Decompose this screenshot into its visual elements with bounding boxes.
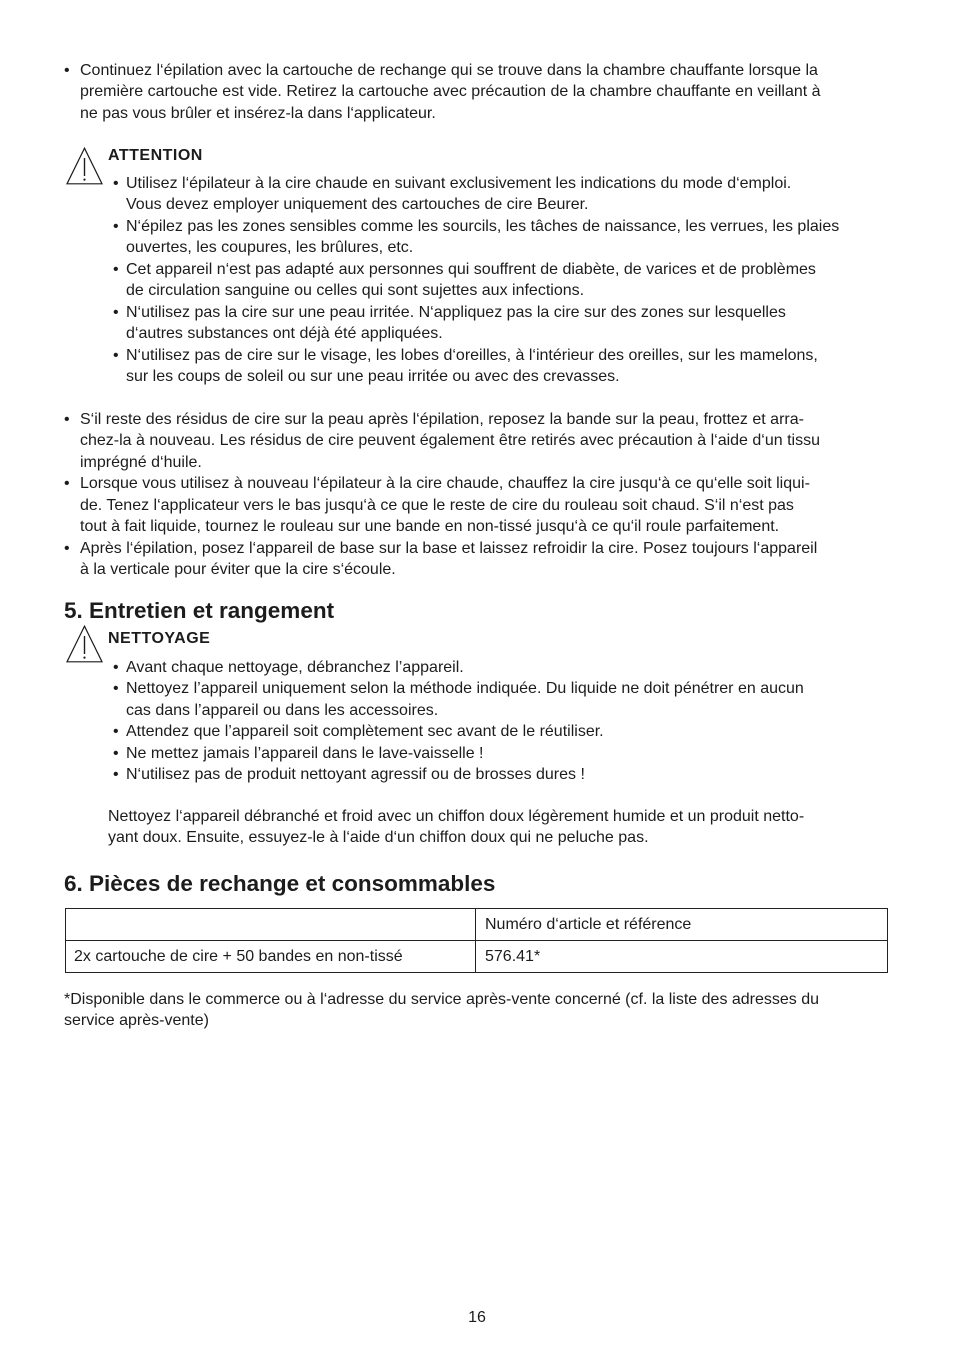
bullet-marker: • — [113, 680, 119, 698]
list-item — [113, 743, 804, 764]
bullet-marker: • — [113, 766, 119, 784]
bullet-marker: • — [113, 217, 119, 235]
bullet-marker: • — [64, 475, 70, 493]
text-line: *Disponible dans le commerce ou à l‘adresse du service après-vente concerné (cf. la liste des adresses du — [64, 991, 820, 1008]
list-item — [113, 259, 839, 302]
warning-triangle-icon — [66, 147, 103, 185]
bullet-marker: • — [113, 303, 119, 321]
text-line: Utilisez l‘épilateur à la cire chaude en suivant exclusivement les indications du mode d‘emploi. — [126, 175, 792, 192]
text-line: Lorsque vous utilisez à nouveau l‘épilateur à la cire chaude, chauffez la cire jusqu‘à ce qu‘elle soit liqui- — [80, 475, 810, 493]
text-line: N‘utilisez pas de cire sur le visage, les lobes d‘oreilles, à l‘intérieur des oreilles, sur les mamelons, — [126, 346, 818, 364]
list-item — [113, 345, 839, 388]
list-item — [113, 721, 804, 742]
text-line: yant doux. Ensuite, essuyez-le à l‘aide d‘un chiffon doux qui ne peluche pas. — [108, 829, 649, 847]
section-6-heading: 6. Pièces de rechange et consommables — [64, 871, 496, 896]
nettoyage-list — [113, 657, 804, 786]
list-item — [64, 473, 820, 537]
table-cell: 576.41* — [476, 940, 887, 972]
bullet-marker: • — [113, 744, 119, 762]
text-line: N‘utilisez pas de produit nettoyant agressif ou de brosses dures ! — [126, 766, 585, 784]
list-item — [113, 657, 804, 678]
list-item — [113, 173, 839, 216]
page-number: 16 — [468, 1309, 486, 1326]
table-cell: 2x cartouche de cire + 50 bandes en non-tissé — [66, 940, 476, 972]
warning-triangle-icon — [66, 625, 103, 663]
bullet-marker: • — [64, 411, 70, 428]
usage-list — [64, 409, 820, 581]
text-line: Vous devez employer uniquement des cartouches de cire Beurer. — [126, 196, 589, 214]
intro-list — [64, 60, 821, 124]
text-line: Continuez l‘épilation avec la cartouche de rechange qui se trouve dans la chambre chauffante lorsque la — [80, 62, 818, 79]
text-line: de circulation sanguine ou celles qui sont sujettes aux infections. — [126, 282, 585, 300]
text-line: Après l‘épilation, posez l‘appareil de base sur la base et laissez refroidir la cire. Posez toujours l‘appareil — [80, 539, 818, 557]
footnote — [64, 989, 819, 1032]
list-item — [113, 764, 804, 785]
text-line: de. Tenez l‘applicateur vers le bas jusqu‘à ce que le reste de cire du rouleau soit chaud. S‘il n‘est pas — [80, 496, 794, 514]
bullet-marker: • — [113, 723, 119, 741]
text-line: tout à fait liquide, tournez le rouleau sur une bande en non-tissé jusqu‘à ce qu‘il roule parfaitement. — [80, 518, 780, 536]
text-line: N‘épilez pas les zones sensibles comme les sourcils, les tâches de naissance, les verrues, les plaies — [126, 217, 840, 235]
text-line: imprégné d‘huile. — [80, 453, 202, 471]
bullet-marker: • — [113, 175, 119, 192]
list-item — [64, 60, 821, 124]
attention-label: ATTENTION — [108, 147, 203, 164]
table-header-cell — [66, 909, 476, 940]
bullet-marker: • — [113, 346, 119, 364]
attention-list — [113, 173, 839, 387]
list-item — [64, 409, 820, 473]
text-line: cas dans l’appareil ou dans les accessoires. — [126, 701, 439, 719]
list-item — [64, 538, 820, 581]
text-line: S‘il reste des résidus de cire sur la peau après l‘épilation, reposez la bande sur la peau, frottez et arra- — [80, 411, 804, 428]
nettoyage-label: NETTOYAGE — [108, 630, 211, 647]
text-line: Attendez que l’appareil soit complètement sec avant de le réutiliser. — [126, 723, 604, 741]
text-line: Ne mettez jamais l’appareil dans le lave-vaisselle ! — [126, 744, 484, 762]
text-line: N‘utilisez pas la cire sur une peau irritée. N‘appliquez pas la cire sur des zones sur lesquelles — [126, 303, 786, 321]
section-5-heading: 5. Entretien et rangement — [64, 598, 335, 623]
bullet-marker: • — [113, 260, 119, 278]
text-line: ouvertes, les coupures, les brûlures, etc. — [126, 239, 414, 257]
bullet-marker: • — [113, 659, 119, 676]
list-item — [113, 302, 839, 345]
text-line: sur les coups de soleil ou sur une peau irritée ou avec des crevasses. — [126, 367, 620, 385]
text-line: à la verticale pour éviter que la cire s‘écoule. — [80, 561, 396, 579]
list-item — [113, 678, 804, 721]
text-line: ne pas vous brûler et insérez-la dans l‘applicateur. — [80, 104, 436, 122]
cleaning-paragraph — [108, 806, 804, 849]
bullet-marker: • — [64, 539, 70, 557]
parts-table — [65, 908, 888, 973]
text-line: service après-vente) — [64, 1012, 209, 1030]
bullet-marker: • — [64, 62, 70, 79]
text-line: Avant chaque nettoyage, débranchez l’appareil. — [126, 659, 464, 676]
text-line: Nettoyez l’appareil uniquement selon la méthode indiquée. Du liquide ne doit pénétrer en aucun — [126, 680, 804, 698]
text-line: Cet appareil n‘est pas adapté aux personnes qui souffrent de diabète, de varices et de problèmes — [126, 260, 816, 278]
list-item — [113, 216, 839, 259]
text-line: Nettoyez l‘appareil débranché et froid avec un chiffon doux légèrement humide et un produit netto- — [108, 808, 805, 825]
text-line: première cartouche est vide. Retirez la cartouche avec précaution de la chambre chauffante en veillant à — [80, 83, 821, 101]
text-line: chez-la à nouveau. Les résidus de cire peuvent également être retirés avec précaution à l‘aide d‘un tissu — [80, 432, 820, 450]
table-header-cell: Numéro d‘article et référence — [485, 916, 692, 933]
text-line: d‘autres substances ont déjà été appliquées. — [126, 325, 443, 343]
